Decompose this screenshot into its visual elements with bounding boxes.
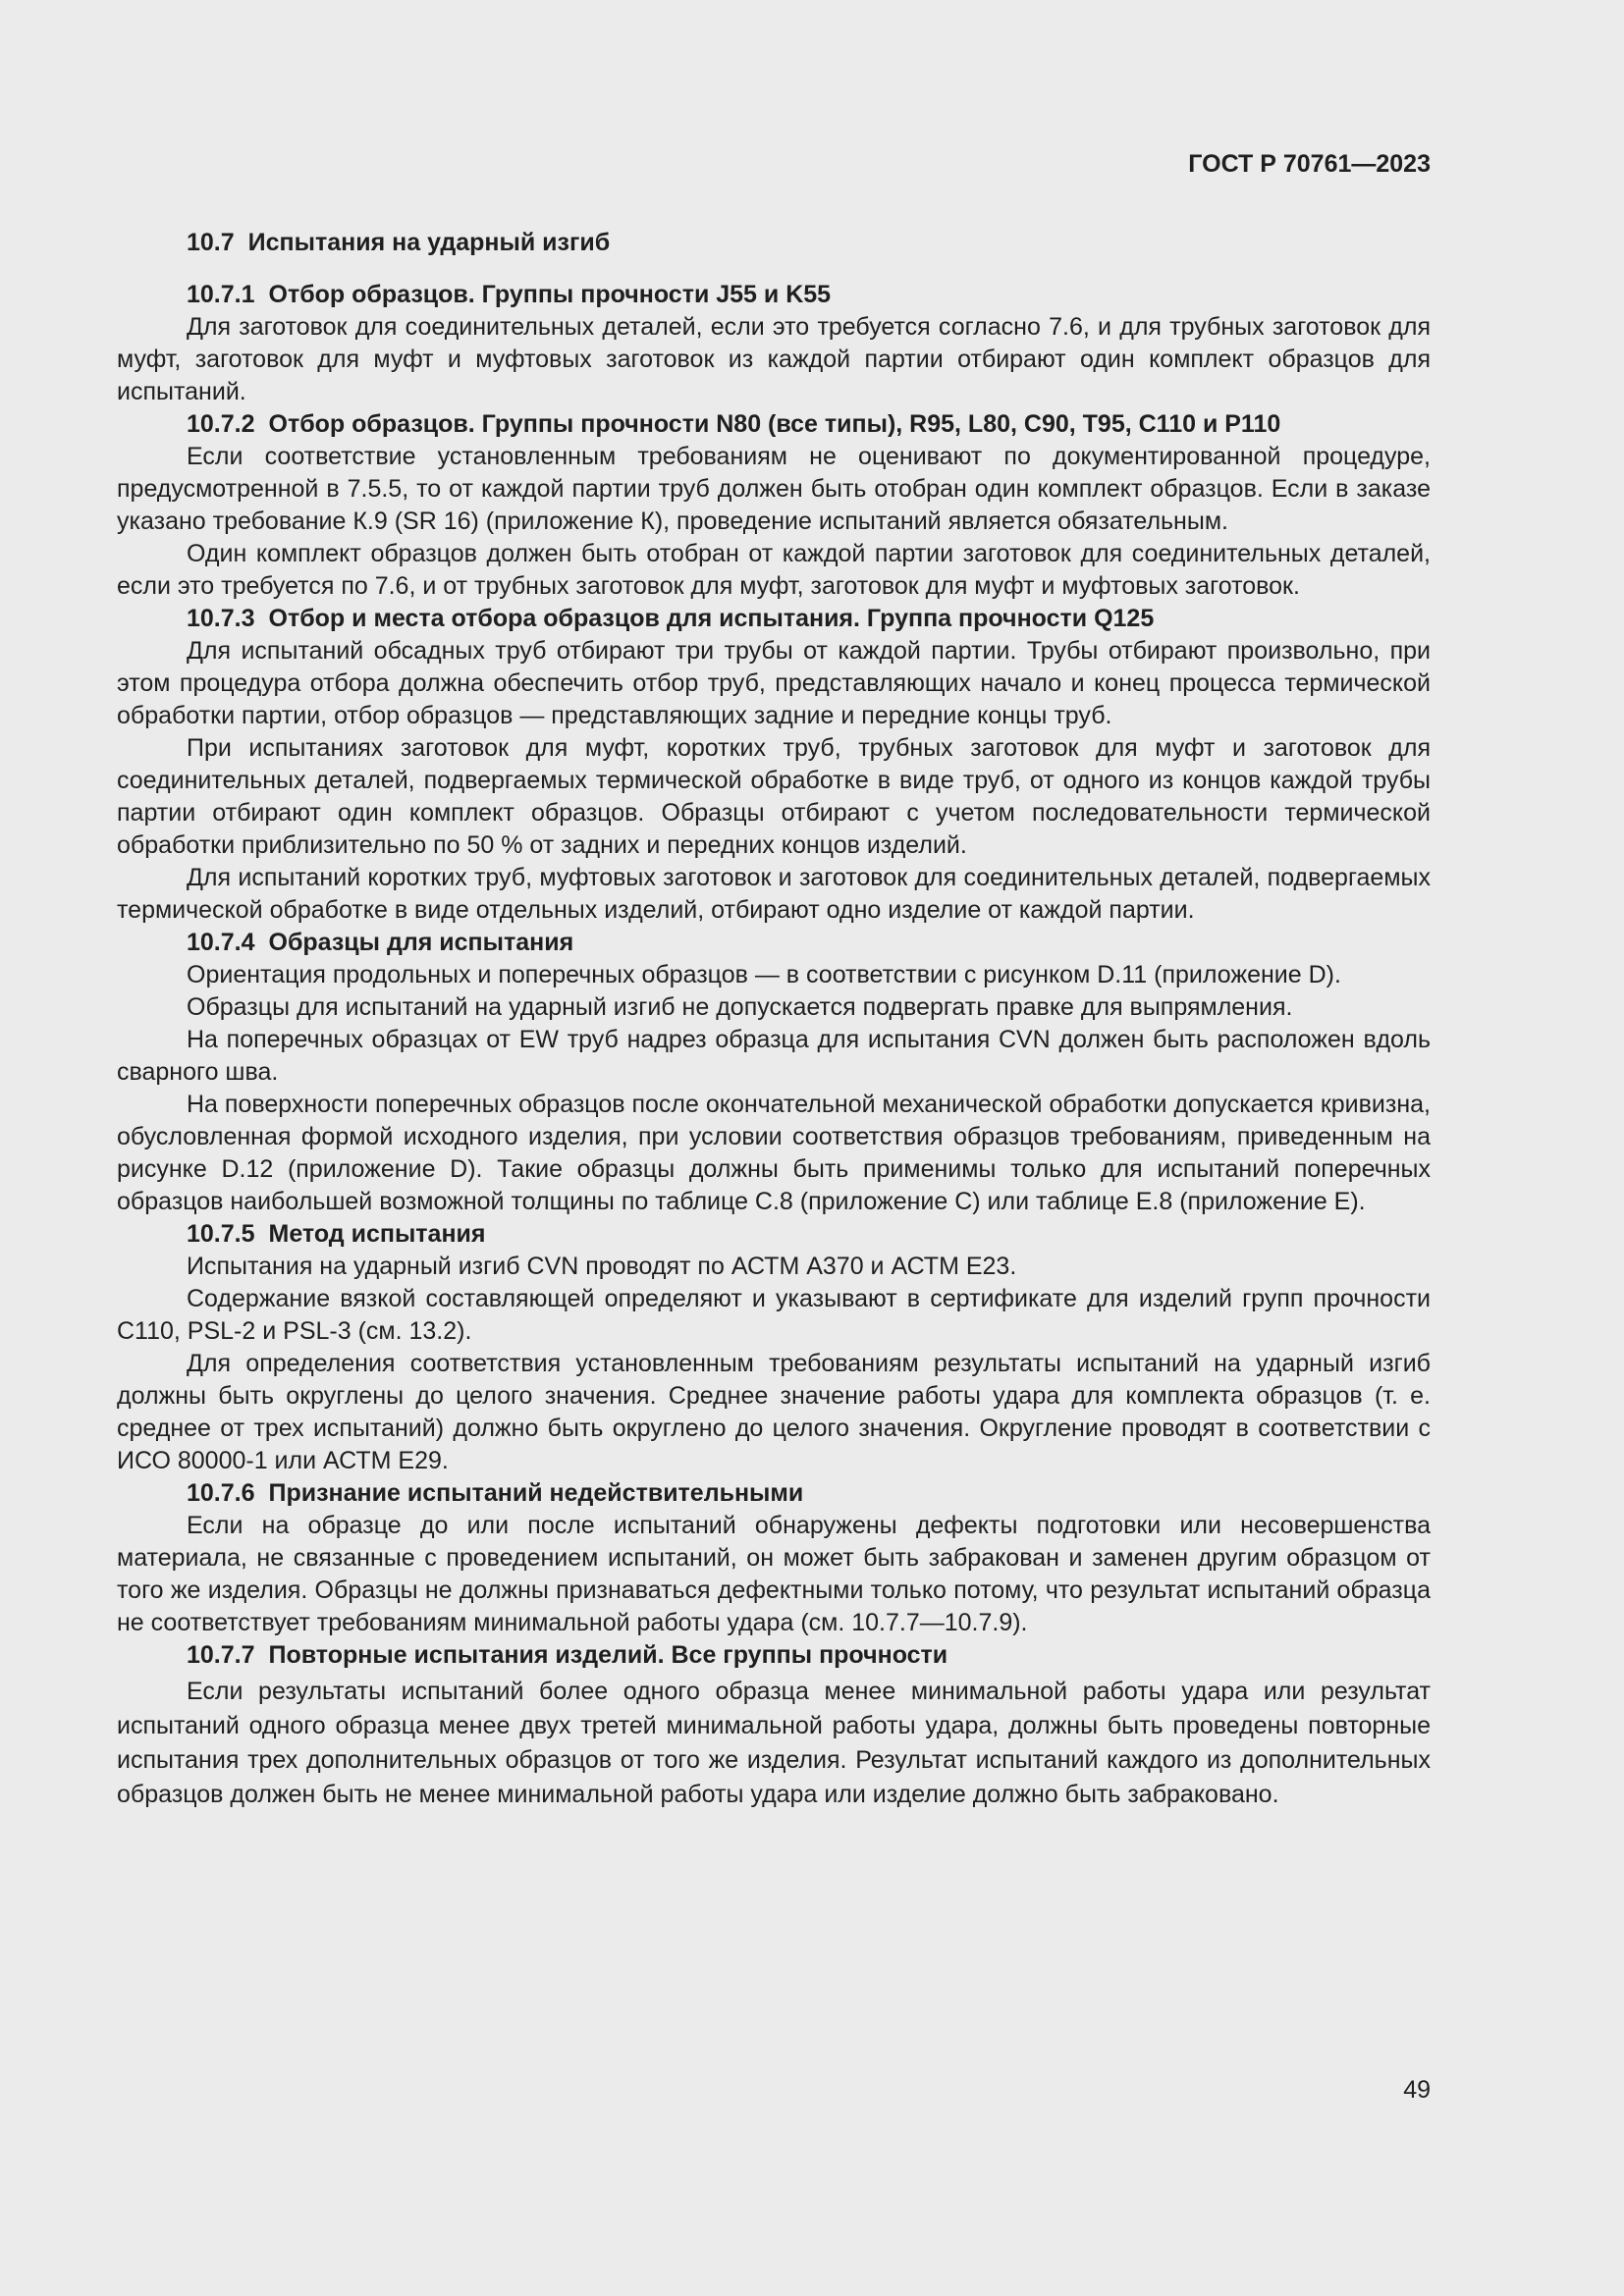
- paragraph: Испытания на ударный изгиб CVN проводят по АСТМ A370 и АСТМ E23.: [187, 1253, 1017, 1280]
- subsection-heading: [117, 279, 1431, 311]
- subsection-title: Метод испытания: [268, 1220, 486, 1248]
- section-title: Испытания на ударный изгиб: [247, 229, 611, 256]
- subsection-number: 10.7.4: [187, 929, 255, 956]
- page-number: 49: [1403, 2076, 1431, 2104]
- subsection-heading: [117, 408, 1431, 441]
- subsection-number: 10.7.6: [187, 1479, 255, 1507]
- paragraph: Содержание вязкой составляющей определяют и указывают в сертификате для изделий групп прочности C110, PSL-2 и PSL-3 (см. 13.2).: [117, 1285, 1431, 1345]
- paragraph: Если результаты испытаний более одного образца менее минимальной работы удара или результат испытаний одного образца менее двух третей минимальной работы удара, должны быть проведены повторные испытания трех дополнительных образцов от того же изделия. Результат испытаний каждого из дополнительных образцов должен быть не менее минимальной работы удара или изделие должно быть забраковано.: [117, 1678, 1431, 1808]
- subsection-heading: [117, 1477, 1431, 1510]
- subsection-number: 10.7.1: [187, 281, 255, 308]
- subsection-number: 10.7.2: [187, 410, 255, 438]
- subsection-number: 10.7.7: [187, 1641, 255, 1669]
- subsection-title: Образцы для испытания: [268, 929, 574, 956]
- paragraph: Ориентация продольных и поперечных образцов — в соответствии с рисунком D.11 (приложение D).: [187, 961, 1341, 988]
- subsection-10-7-3: [117, 603, 1431, 927]
- subsection-10-7-6: [117, 1477, 1431, 1639]
- subsection-number: 10.7.5: [187, 1220, 255, 1248]
- document-page: [117, 147, 1431, 1812]
- subsection-number: 10.7.3: [187, 605, 255, 632]
- subsection-heading: [117, 603, 1431, 635]
- paragraph: Для определения соответствия установленным требованиям результаты испытаний на ударный изгиб должны быть округлены до целого значения. Среднее значение работы удара для комплекта образцов (т. е. среднее от трех испытаний) должно быть округлено до целого значения. Округление проводят в соответствии с ИСО 80000-1 или АСТМ E29.: [117, 1350, 1431, 1474]
- subsection-title: Повторные испытания изделий. Все группы прочности: [268, 1641, 948, 1669]
- section-heading: [117, 226, 1431, 259]
- paragraph: Для заготовок для соединительных деталей, если это требуется согласно 7.6, и для трубных заготовок для муфт, заготовок для муфт и муфтовых заготовок из каждой партии отбирают один комплект образцов для испытаний.: [117, 313, 1431, 405]
- subsection-10-7-1: [117, 279, 1431, 408]
- paragraph: Для испытаний обсадных труб отбирают три трубы от каждой партии. Трубы отбирают произвольно, при этом процедура отбора должна обеспечить отбор труб, представляющих начало и конец процесса термической обработки партии, отбор образцов — представляющих задние и передние концы труб.: [117, 637, 1431, 729]
- document-standard-id: ГОСТ Р 70761—2023: [1188, 150, 1431, 178]
- subsection-10-7-4: [117, 927, 1431, 1218]
- section-number: 10.7: [187, 229, 235, 256]
- paragraph: Для испытаний коротких труб, муфтовых заготовок и заготовок для соединительных деталей, подвергаемых термической обработке в виде отдельных изделий, отбирают одно изделие от каждой партии.: [117, 864, 1431, 924]
- paragraph: Один комплект образцов должен быть отобран от каждой партии заготовок для соединительных деталей, если это требуется по 7.6, и от трубных заготовок для муфт, заготовок для муфт и муфтовых заготовок.: [117, 540, 1431, 600]
- subsection-title: Признание испытаний недействительными: [268, 1479, 804, 1507]
- subsection-10-7-7: [117, 1639, 1431, 1812]
- paragraph: Образцы для испытаний на ударный изгиб не допускается подвергать правке для выпрямления.: [187, 993, 1293, 1021]
- subsection-heading: [117, 1639, 1431, 1672]
- subsection-title: Отбор образцов. Группы прочности N80 (все типы), R95, L80, C90, T95, C110 и P110: [268, 410, 1281, 438]
- subsection-title: Отбор образцов. Группы прочности J55 и K55: [268, 281, 832, 308]
- paragraph: Если соответствие установленным требованиям не оценивают по документированной процедуре, предусмотренной в 7.5.5, то от каждой партии труб должен быть отобран один комплект образцов. Если в заказе указано требование К.9 (SR 16) (приложение К), проведение испытаний является обязательным.: [117, 443, 1431, 535]
- paragraph: На поверхности поперечных образцов после окончательной механической обработки допускается кривизна, обусловленная формой исходного изделия, при условии соответствия образцов требованиям, приведенным на рисунке D.12 (приложение D). Такие образцы должны быть применимы только для испытаний поперечных образцов наибольшей возможной толщины по таблице C.8 (приложение C) или таблице E.8 (приложение E).: [117, 1091, 1431, 1215]
- subsection-heading: [117, 927, 1431, 959]
- subsection-heading: [117, 1218, 1431, 1251]
- subsection-10-7-5: [117, 1218, 1431, 1477]
- subsection-title: Отбор и места отбора образцов для испытания. Группа прочности Q125: [268, 605, 1155, 632]
- paragraph: При испытаниях заготовок для муфт, коротких труб, трубных заготовок для муфт и заготовок для соединительных деталей, подвергаемых термической обработке в виде труб, от одного из концов каждой трубы партии отбирают один комплект образцов. Образцы отбирают с учетом последовательности термической обработки приблизительно по 50 % от задних и передних концов изделий.: [117, 734, 1431, 859]
- subsection-10-7-2: [117, 408, 1431, 603]
- paragraph: На поперечных образцах от EW труб надрез образца для испытания CVN должен быть расположен вдоль сварного шва.: [117, 1026, 1431, 1086]
- paragraph: Если на образце до или после испытаний обнаружены дефекты подготовки или несовершенства материала, не связанные с проведением испытаний, он может быть забракован и заменен другим образцом от того же изделия. Образцы не должны признаваться дефектными только потому, что результат испытаний образца не соответствует требованиям минимальной работы удара (см. 10.7.7—10.7.9).: [117, 1512, 1431, 1636]
